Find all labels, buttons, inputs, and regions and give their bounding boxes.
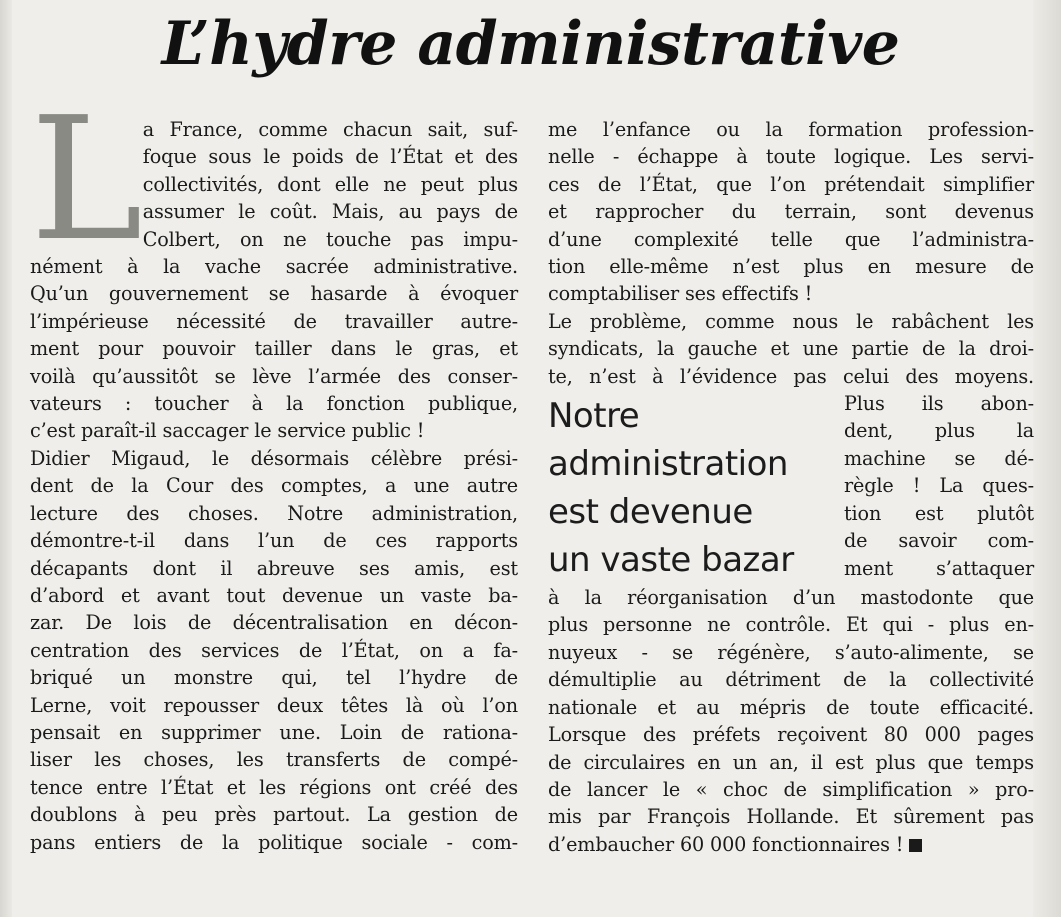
left-body-text <box>30 253 518 856</box>
text-line: dent, plus la <box>844 419 1034 443</box>
text-line: nationale et au mépris de toute efficacité. <box>548 695 1034 719</box>
right-body-text-bottom <box>548 584 1034 858</box>
text-line: tion elle-même n’est plus en mesure de <box>548 255 1034 279</box>
text-line: démultiplie au détriment de la collectivité <box>548 668 1034 692</box>
text-line: d’une complexité telle que l’administra- <box>548 227 1034 251</box>
text-line: mis par François Hollande. Et sûrement pas <box>548 805 1034 829</box>
text-line: et rapprocher du terrain, sont devenus <box>548 200 1034 224</box>
left-column <box>30 81 518 856</box>
text-line: syndicats, la gauche et une partie de la droi- <box>548 337 1034 361</box>
text-line: Lerne, voit repousser deux têtes là où l’on <box>30 693 518 717</box>
adjacent-column-bleed-right <box>1033 0 1061 917</box>
text-line: liser les choses, les transferts de compé- <box>30 748 518 772</box>
pull-quote <box>548 390 844 584</box>
text-line: zar. De lois de décentralisation en décon- <box>30 611 518 635</box>
text-line: démontre-t-il dans l’un de ces rapports <box>30 529 518 553</box>
article-title: L’hydre administrative <box>161 9 900 79</box>
text-line: ment pour pouvoir tailler dans le gras, et <box>30 337 518 361</box>
text-line: pans entiers de la politique sociale - com- <box>30 830 518 854</box>
text-line: décapants dont il abreuve ses amis, est <box>30 556 518 580</box>
text-line: doublons à peu près partout. La gestion de <box>30 803 518 827</box>
right-body-text-top <box>548 116 1034 390</box>
text-line: pensait en supprimer une. Loin de rationa- <box>30 720 518 744</box>
text-line: ment s’attaquer <box>844 556 1034 580</box>
text-line: de circulaires en un an, il est plus que temps <box>548 750 1034 774</box>
text-line: Le problème, comme nous le rabâchent les <box>548 309 1034 333</box>
text-line: l’impérieuse nécessité de travailler autre- <box>30 309 518 333</box>
text-line: assumer le coût. Mais, au pays de <box>142 200 518 224</box>
drop-cap: L <box>30 81 143 279</box>
pull-quote-line: Notre <box>548 396 640 437</box>
text-line: voilà qu’aussitôt se lève l’armée des conser- <box>30 364 518 388</box>
text-line: nuyeux - se régénère, s’auto-alimente, se <box>548 640 1034 664</box>
text-line: me l’enfance ou la formation profession- <box>548 118 1034 141</box>
text-line: de savoir com- <box>844 529 1034 553</box>
text-line: collectivités, dont elle ne peut plus <box>142 172 518 196</box>
pullquote-row <box>548 390 1034 584</box>
text-line: a France, comme chacun sait, suf- <box>142 118 518 141</box>
text-line: nément à la vache sacrée administrative. <box>30 255 518 279</box>
text-line: Didier Migaud, le désormais célèbre prési- <box>30 446 518 470</box>
lead-lines <box>143 116 518 253</box>
adjacent-column-bleed-left <box>0 0 12 917</box>
text-line: dent de la Cour des comptes, a une autre <box>30 474 518 498</box>
text-line: Plus ils abon- <box>844 392 1034 416</box>
text-line: Qu’un gouvernement se hasarde à évoquer <box>30 282 518 306</box>
text-beside-pull-quote <box>844 390 1034 584</box>
text-line: Lorsque des préfets reçoivent 80 000 pages <box>548 723 1034 747</box>
text-line: plus personne ne contrôle. Et qui - plus en- <box>548 613 1034 637</box>
text-line: à la réorganisation d’un mastodonte que <box>548 586 1034 610</box>
text-line: tence entre l’État et les régions ont créé des <box>30 775 518 799</box>
text-line: c’est paraît-il saccager le service public ! <box>30 419 425 443</box>
text-line: te, n’est à l’évidence pas celui des moyens. <box>548 364 1034 388</box>
end-of-article-square-icon <box>909 839 922 852</box>
text-line: vateurs : toucher à la fonction publique, <box>30 392 518 416</box>
pull-quote-line: un vaste bazar <box>548 540 794 581</box>
text-line: de lancer le « choc de simplification » pro- <box>548 777 1034 801</box>
text-line: d’abord et avant tout devenue un vaste ba- <box>30 583 518 607</box>
text-line: tion est plutôt <box>844 501 1034 525</box>
text-line: règle ! La ques- <box>844 474 1034 498</box>
text-line: briqué un monstre qui, tel l’hydre de <box>30 666 518 690</box>
text-line: machine se dé- <box>844 446 1034 470</box>
text-line: centration des services de l’État, on a fa- <box>30 638 518 662</box>
text-line: lecture des choses. Notre administration, <box>30 501 518 525</box>
pull-quote-line: administration <box>548 444 788 485</box>
text-line: comptabiliser ses effectifs ! <box>548 282 813 306</box>
text-line: foque sous le poids de l’État et des <box>142 145 518 169</box>
text-line: Colbert, on ne touche pas impu- <box>142 227 518 251</box>
text-line: d’embaucher 60 000 fonctionnaires ! <box>548 831 1034 858</box>
text-line: nelle - échappe à toute logique. Les servi- <box>548 145 1034 169</box>
right-column <box>548 116 1034 858</box>
pull-quote-line: est devenue <box>548 492 753 533</box>
text-line: ces de l’État, que l’on prétendait simplifier <box>548 172 1034 196</box>
